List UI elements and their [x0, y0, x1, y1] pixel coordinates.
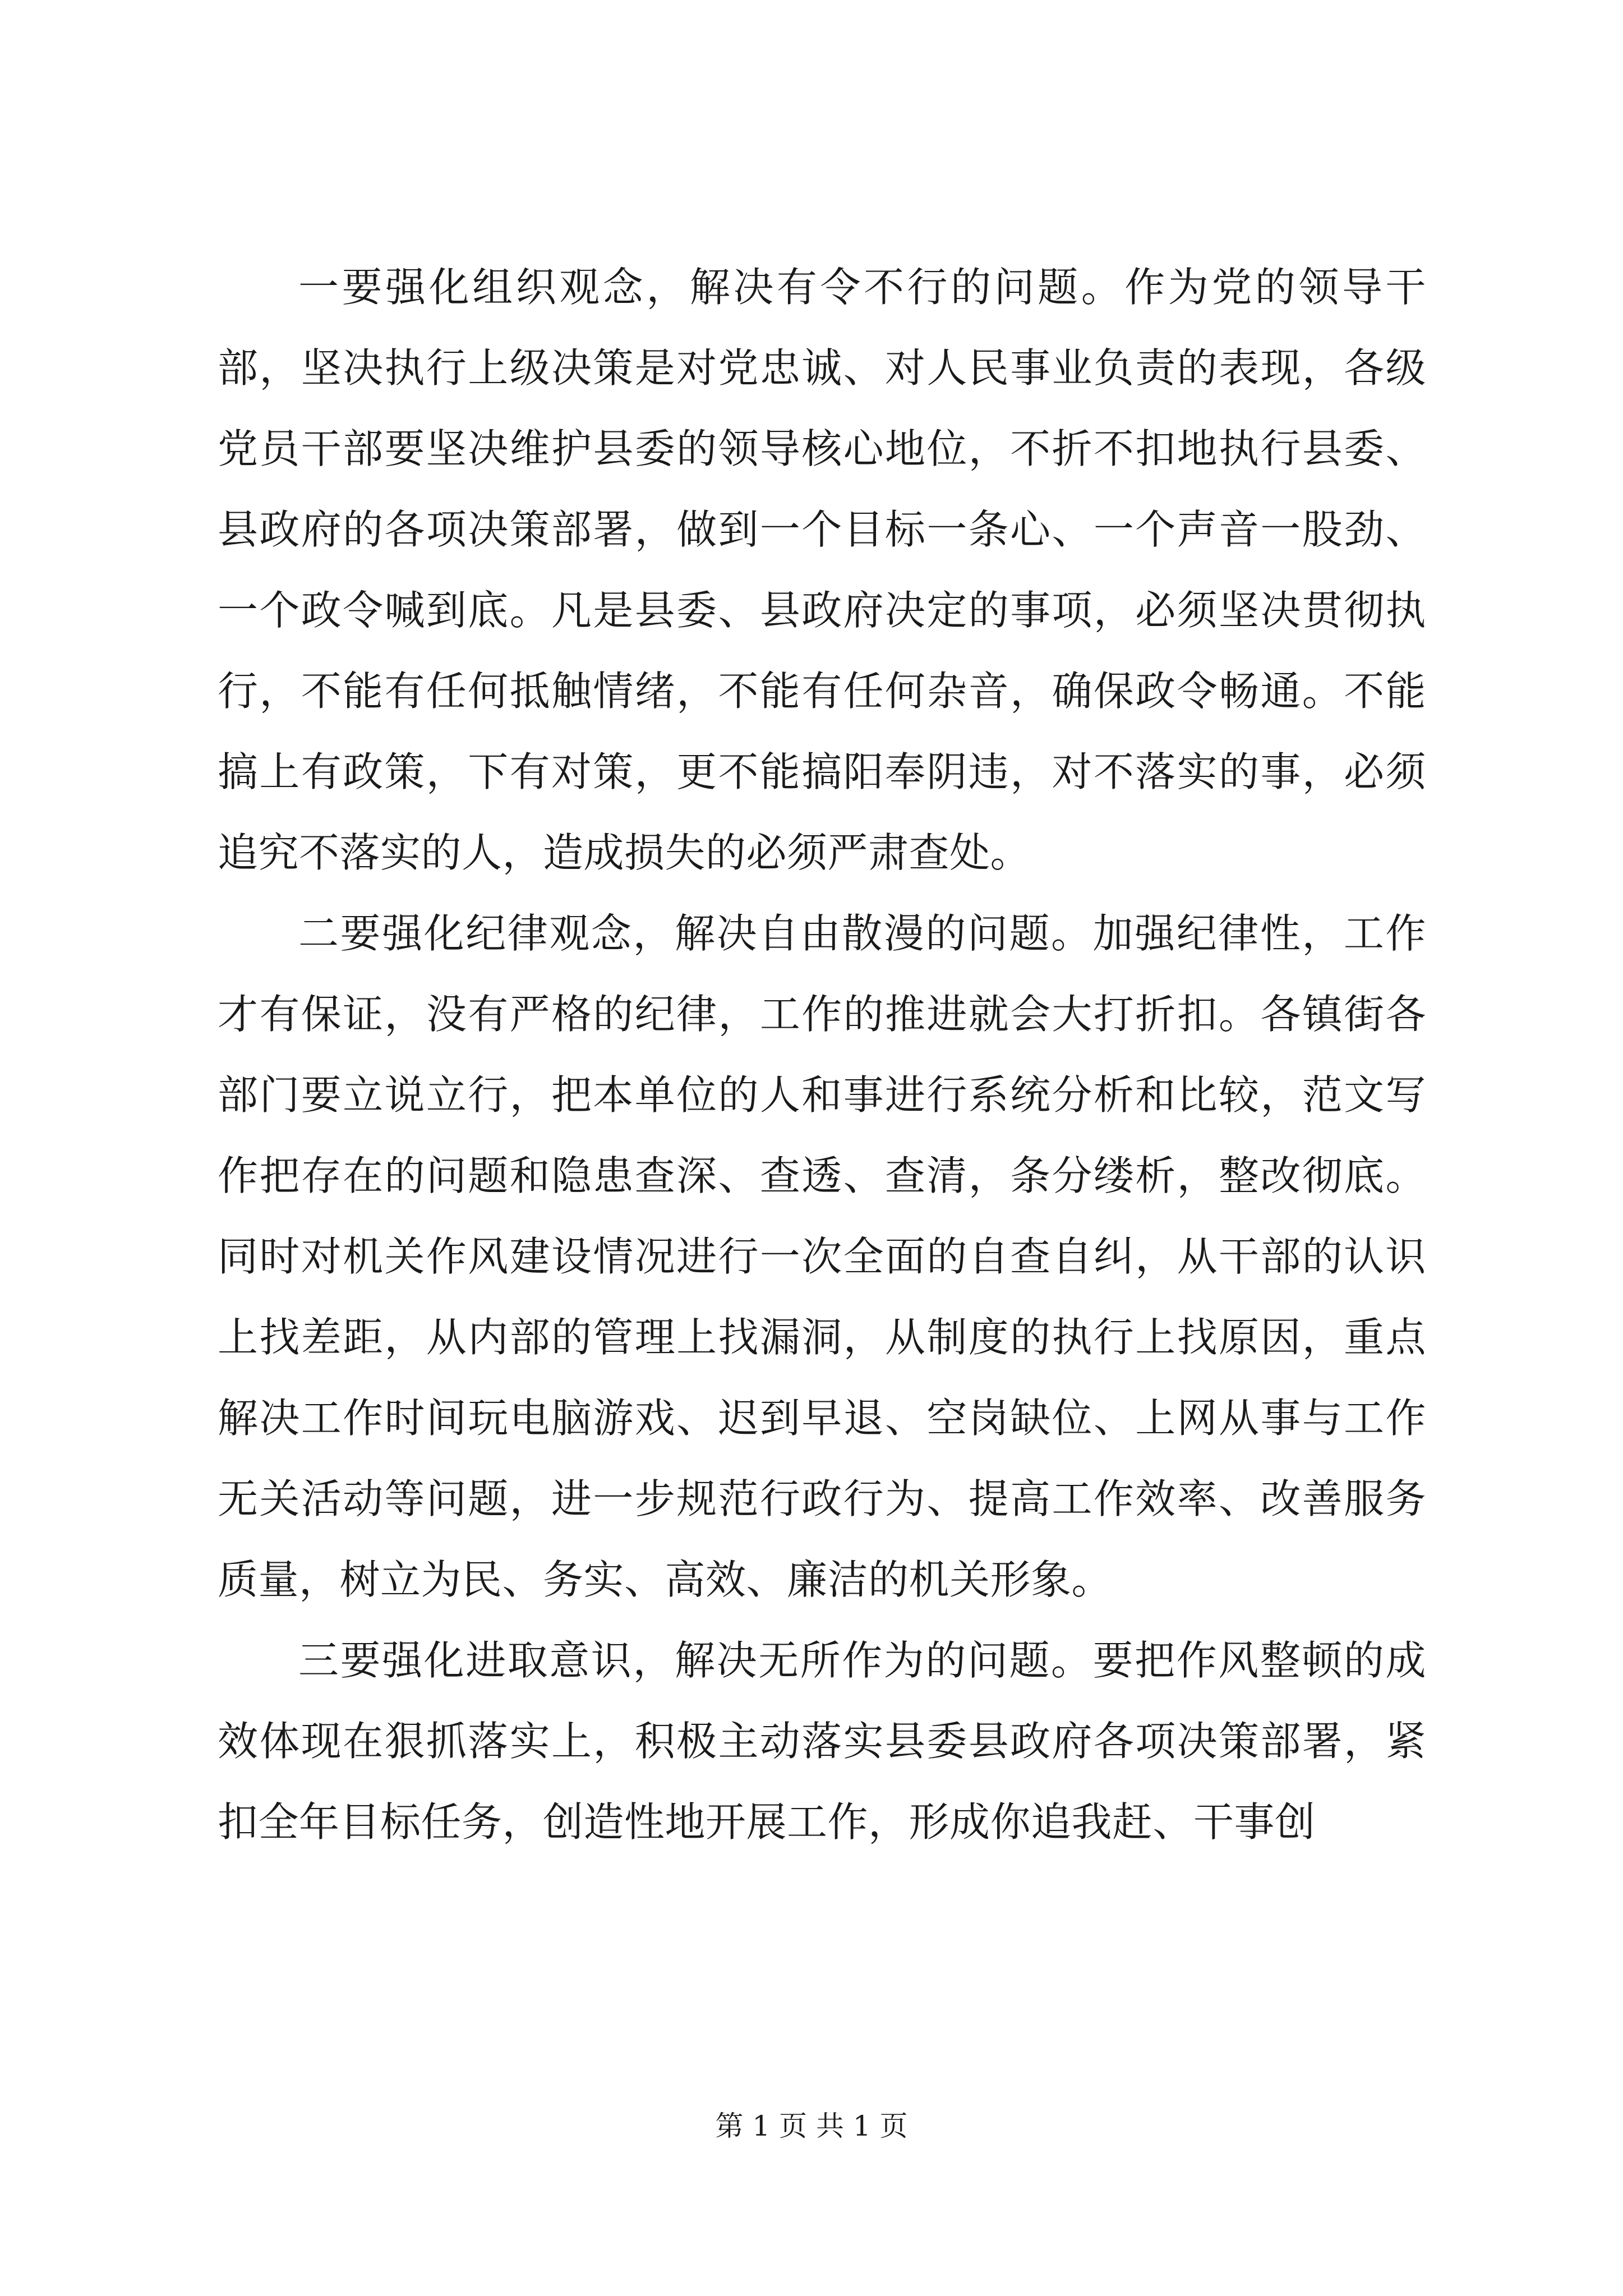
paragraph-3: 三要强化进取意识，解决无所作为的问题。要把作风整顿的成效体现在狠抓落实上，积极主动落实县委县政府各项决策部署，紧扣全年目标任务，创造性地开展工作，形成你追我赶、干事创: [218, 1637, 1426, 1846]
page-footer: 第 1 页 共 1 页: [715, 2110, 908, 2142]
paragraph-2: 二要强化纪律观念，解决自由散漫的问题。加强纪律性，工作才有保证，没有严格的纪律，工作的推进就会大打折扣。各镇街各部门要立说立行，把本单位的人和事进行系统分析和比较，范文写作把存在的问题和隐患查深、查透、查清，条分缕析，整改彻底。同时对机关作风建设情况进行一次全面的自查自纠，从干部的认识上找差距，从内部的管理上找漏洞，从制度的执行上找原因，重点解决工作时间玩电脑游戏、迟到早退、空岗缺位、上网从事与工作无关活动等问题，进一步规范行政行为、提高工作效率、改善服务质量，树立为民、务实、高效、廉洁的机关形象。: [218, 910, 1426, 1603]
paragraph-1: 一要强化组织观念，解决有令不行的问题。作为党的领导干部，坚决执行上级决策是对党忠诚、对人民事业负责的表现，各级党员干部要坚决维护县委的领导核心地位，不折不扣地执行县委、县政府的各项决策部署，做到一个目标一条心、一个声音一股劲、一个政令喊到底。凡是县委、县政府决定的事项，必须坚决贯彻执行，不能有任何抵触情绪，不能有任何杂音，确保政令畅通。不能搞上有政策，下有对策，更不能搞阳奉阴违，对不落实的事，必须追究不落实的人，造成损失的必须严肃查处。: [218, 264, 1426, 876]
document-body: [218, 247, 1426, 1862]
